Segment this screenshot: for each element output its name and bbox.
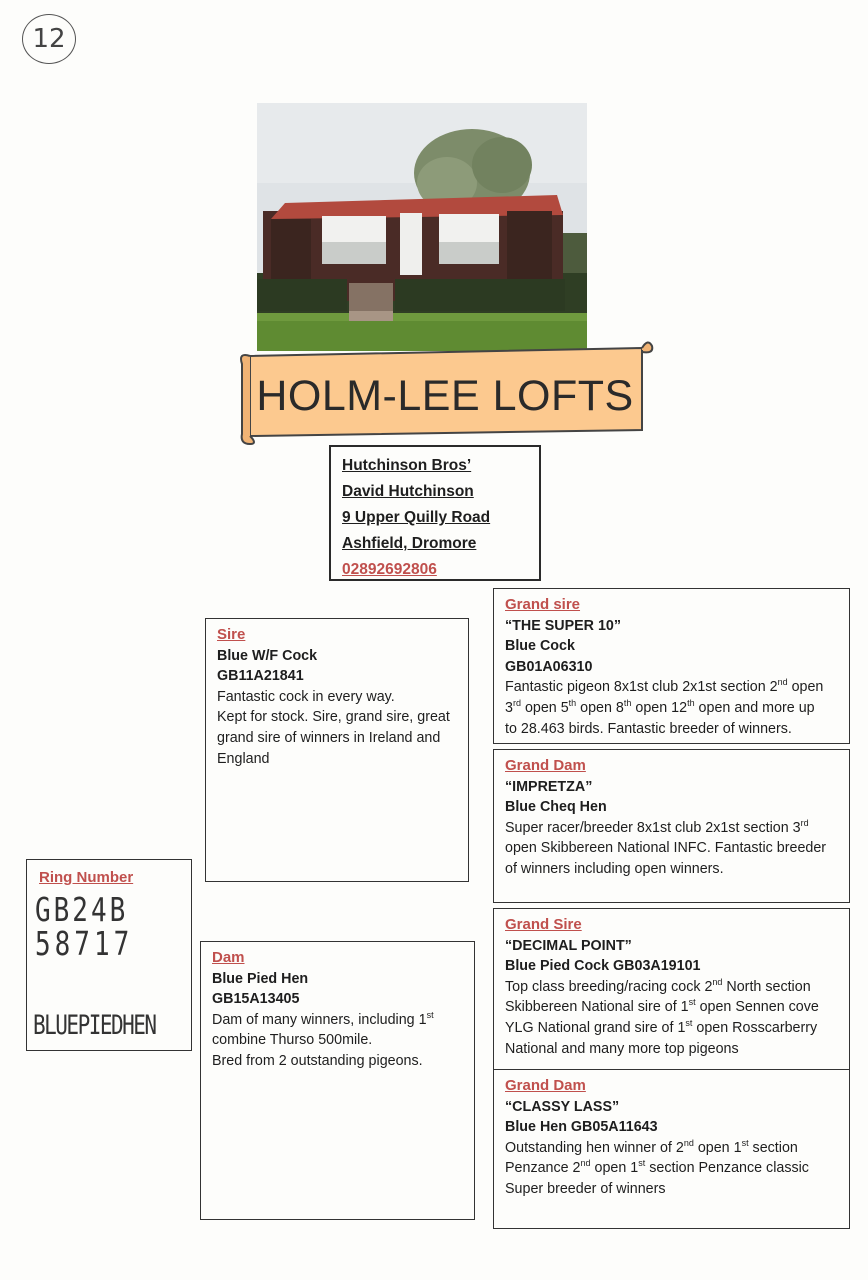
handwritten-ring-number: 58717 xyxy=(35,926,134,964)
pigeon-color: Blue Cheq Hen xyxy=(505,799,607,816)
pigeon-description-line: Penzance 2nd open 1st section Penzance classic xyxy=(505,1158,809,1177)
card-grand-dam-paternal xyxy=(493,749,850,903)
pigeon-name: “IMPRETZA” xyxy=(505,778,593,795)
address-line-3: 9 Upper Quilly Road xyxy=(342,509,491,526)
ring-number-box xyxy=(26,859,192,1051)
page-number-text: 12 xyxy=(32,24,66,54)
pigeon-description-line: Bred from 2 outstanding pigeons. xyxy=(212,1052,423,1069)
pigeon-description-line: Skibbereen National sire of 1st open Sennen cove xyxy=(505,997,819,1016)
pigeon-description-line: Dam of many winners, including 1st xyxy=(212,1010,434,1028)
pigeon-description-line: Outstanding hen winner of 2nd open 1st section xyxy=(505,1138,798,1156)
pigeon-ring: GB01A06310 xyxy=(505,658,593,675)
card-role: Grand sire xyxy=(505,596,581,613)
pigeon-description-line: grand sire of winners in Ireland and xyxy=(217,729,441,746)
card-sire xyxy=(205,618,469,882)
pigeon-color-ring: Blue Pied Cock GB03A19101 xyxy=(505,958,701,975)
pigeon-description-line: of winners including open winners. xyxy=(505,860,724,877)
address-line-1: Hutchinson Bros’ xyxy=(342,457,472,474)
pigeon-name: “DECIMAL POINT” xyxy=(505,937,632,954)
loft-photo xyxy=(257,103,587,351)
pigeon-description-line: Super breeder of winners xyxy=(505,1180,666,1197)
card-dam xyxy=(200,941,475,1220)
card-role: Dam xyxy=(212,949,245,966)
card-grand-dam-maternal xyxy=(493,1069,850,1229)
card-role: Grand Sire xyxy=(505,916,582,933)
pigeon-color: Blue W/F Cock xyxy=(217,647,318,664)
address-box xyxy=(329,445,541,581)
pigeon-description-line: Super racer/breeder 8x1st club 2x1st section 3rd xyxy=(505,818,809,836)
pigeon-ring: GB15A13405 xyxy=(212,991,300,1008)
address-line-2: David Hutchinson xyxy=(342,483,474,500)
pigeon-description-line: Fantastic pigeon 8x1st club 2x1st section 2nd open xyxy=(505,677,824,696)
pigeon-description-line: National and many more top pigeons xyxy=(505,1040,739,1057)
pigeon-color: Blue Cock xyxy=(505,638,575,655)
pigeon-description-line: Top class breeding/racing cock 2nd North section xyxy=(505,977,811,995)
card-grand-sire-paternal xyxy=(493,588,850,744)
address-phone: 02892692806 xyxy=(342,561,437,578)
card-role: Grand Dam xyxy=(505,1077,586,1094)
address-line-4: Ashfield, Dromore xyxy=(342,535,477,552)
pigeon-name: “CLASSY LASS” xyxy=(505,1098,620,1115)
pigeon-description-line: open Skibbereen National INFC. Fantastic breeder xyxy=(505,840,827,857)
pigeon-description-line: Kept for stock. Sire, grand sire, great xyxy=(217,709,450,726)
card-role: Grand Dam xyxy=(505,757,586,774)
pigeon-ring: GB11A21841 xyxy=(217,668,304,685)
pigeon-color: Blue Pied Hen xyxy=(212,970,309,987)
ring-number-title: Ring Number xyxy=(39,869,134,886)
pigeon-name: “THE SUPER 10” xyxy=(505,617,621,634)
pigeon-description-line: Fantastic cock in every way. xyxy=(217,688,395,705)
pigeon-description-line: YLG National grand sire of 1st open Rosscarberry xyxy=(505,1018,818,1036)
handwritten-ring-prefix: GB24B xyxy=(35,892,129,930)
pigeon-color-ring: Blue Hen GB05A11643 xyxy=(505,1119,658,1136)
card-role: Sire xyxy=(217,626,246,643)
pigeon-description-line: 3rd open 5th open 8th open 12th open and more up xyxy=(505,698,815,716)
pigeon-description-line: combine Thurso 500mile. xyxy=(212,1032,373,1049)
banner-title: HOLM-LEE LOFTS xyxy=(256,371,634,420)
page-number xyxy=(22,14,76,64)
pigeon-description-line: England xyxy=(217,750,270,767)
handwritten-color: BLUEPIEDHEN xyxy=(33,1010,156,1040)
pigeon-description-line: to 28.463 birds. Fantastic breeder of winners. xyxy=(505,720,792,737)
card-grand-sire-maternal xyxy=(493,908,850,1070)
